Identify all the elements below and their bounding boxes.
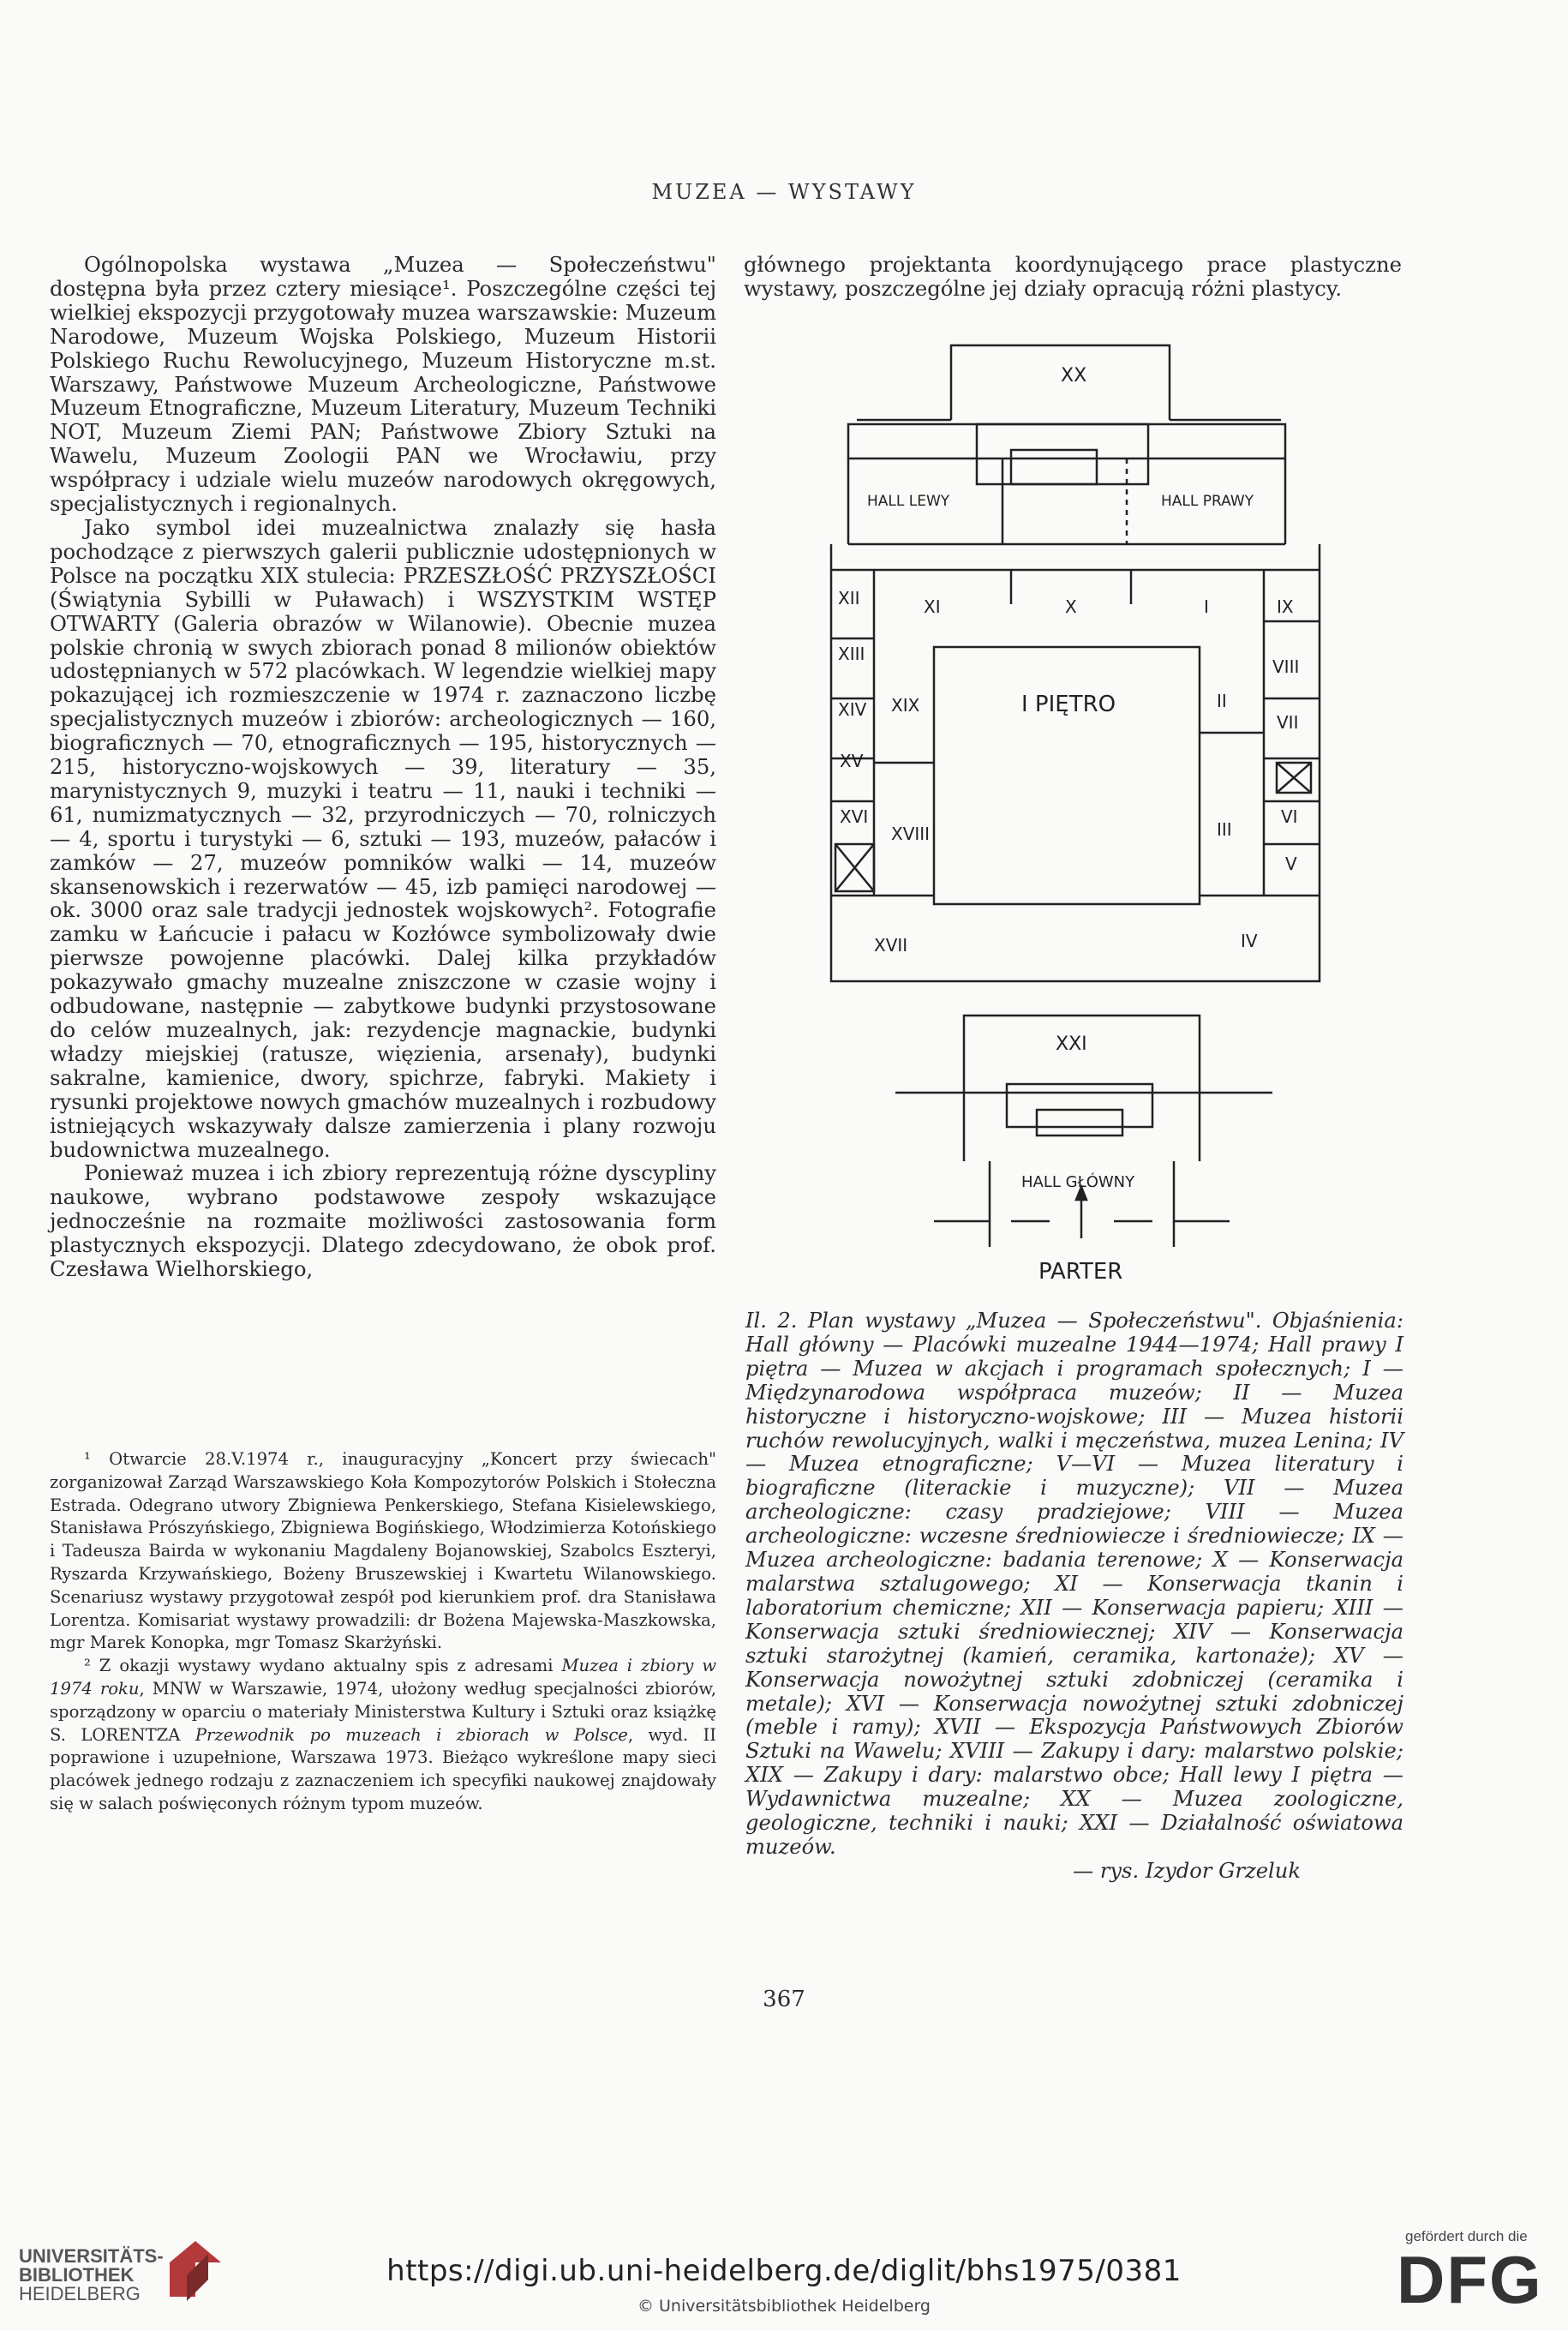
room-viii: VIII [1272,656,1300,677]
caption-credit: — rys. Izydor Grzeluk [1072,1858,1301,1883]
room-iv: IV [1241,931,1258,951]
footnote-2-part: , MNW w Warszawie, 1974, ułożony według specjalności zbiorów, sporządzony w oparciu o materiały Ministerstwa Kultury i Sztuki oraz książkę S. LORENTZA [50,1678,716,1745]
floor-plan-drawing [823,339,1337,1298]
room-vi: VI [1281,806,1298,827]
left-column [50,253,716,1281]
room-xxi: XXI [1056,1034,1087,1055]
hall-right-label: HALL PRAWY [1161,493,1254,510]
room-iii: III [1217,819,1232,840]
room-xviii: XVIII [891,824,931,844]
room-ix: IX [1277,596,1294,617]
footnote-1: ¹ Otwarcie 28.V.1974 r., inauguracyjny „Koncert przy świecach" zorganizował Zarząd Warszawskiego Koła Kompozytorów Polskich i Stołeczna Estrada. Odegrano utwory Zbigniewa Penkerskiego, Stefana Kisielewskiego, Stanisława Prószyńskiego, Zbigniewa Bogińskiego, Włodzimierza Kotońskiego i Tadeusza Bairda w wykonaniu Magdaleny Bojanowskiej, Szabolcs Eszteryi, Ryszarda Krzywańskiego, Bożeny Bruszewskiej i Kwartetu Wilanowskiego. Scenariusz wystawy przygotował zespół pod kierunkiem prof. dra Stanisława Lorentza. Komisariat wystawy prowadzili: dr Bożena Majewska-Maszkowska, mgr Marek Konopka, mgr Tomasz Skarżyński. [50,1449,716,1653]
hall-left-label: HALL LEWY [867,493,950,510]
dfg-logo: DFG [1397,2242,1543,2317]
footnote-2-part: , wyd. II poprawione i uzupełnione, Warszawa 1973. Bieżąco wykreślone mapy sieci placówek jednego rodzaju z zaznaczeniem ich specyfiki naukowej znajdowały się w salach poświęconych różnym typom muzeów. [50,1724,716,1813]
room-xvii: XVII [874,935,908,956]
running-header: MUZEA — WYSTAWY [651,180,917,204]
room-ii: II [1217,691,1227,711]
right-column [744,253,1402,301]
room-xv: XV [840,751,864,771]
floor-plan [823,339,1337,1298]
floor-title: I PIĘTRO [1021,692,1116,717]
room-xii: XII [838,588,860,608]
document-url-link[interactable]: https://digi.ub.uni-heidelberg.de/diglit/bhs1975/0381 [386,2254,1182,2288]
paragraph-1: Ogólnopolska wystawa „Muzea — Społeczeństwu" dostępna była przez cztery miesiące¹. Poszczególne części tej wielkiej ekspozycji przygotowały muzea warszawskie: Muzeum Narodowe, Muzeum Wojska Polskiego, Muzeum Historii Polskiego Ruchu Rewolucyjnego, Muzeum Historyczne m.st. Warszawy, Państwowe Muzeum Archeologiczne, Państwowe Muzeum Etnograficzne, Muzeum Literatury, Muzeum Techniki NOT, Muzeum Ziemi PAN; Państwowe Zbiory Sztuki na Wawelu, Muzeum Zoologii PAN we Wrocławiu, przy współpracy i udziale wielu muzeów narodowych okręgowych, specjalistycznych i regionalnych. [50,252,716,517]
room-xx: XX [1061,365,1087,387]
room-xi: XI [924,596,941,617]
room-x: X [1065,596,1077,617]
footnote-2 [50,1655,716,1816]
dfg-label: gefördert durch die [1405,2228,1528,2244]
page-number: 367 [763,1986,805,2012]
footnote-2-title: Muzea i zbiory w 1974 roku [50,1656,716,1699]
figure-caption [745,1309,1403,1884]
room-v: V [1285,854,1297,874]
room-xix: XIX [891,695,920,716]
hall-main-label: HALL GŁÓWNY [1021,1173,1135,1191]
caption-text: Il. 2. Plan wystawy „Muzea — Społeczeństwu". Objaśnienia: Hall główny — Placówki muzealne 1944—1974; Hall prawy I piętra — Muzea w akcjach i programach społecznych; I — Międzynarodowa współpraca muzeów; II — Muzea historyczne i historyczno-wojskowe; III — Muzea historii ruchów rewolucyjnych, walki i męczeństwa, muzea Lenina; IV — Muzea etnograficzne; V—VI — Muzea literatury i biograficzne (literackie i muzyczne); VII — Muzea archeologiczne: czasy pradziejowe; VIII — Muzea archeologiczne: wczesne średniowiecze i średniowiecze; IX — Muzea archeologiczne: badania terenowe; X — Konserwacja malarstwa sztalugowego; XI — Konserwacja tkanin i laboratorium chemiczne; XII — Konserwacja papieru; XIII — Konserwacja sztuki średniowiecznej; XIV — Konserwacja sztuki starożytnej (kamień, ceramika, kartonaże); XV — Konserwacja nowożytnej sztuki zdobniczej (ceramika i metale); XVI — Konserwacja nowożytnej sztuki zdobniczej (meble i ramy); XVII — Ekspozycja Państwowych Zbiorów Sztuki na Wawelu; XVIII — Zakupy i dary: malarstwo polskie; XIX — Zakupy i dary: malarstwo obce; Hall lewy I piętra — Wydawnictwa muzealne; XX — Muzea zoologiczne, geologiczne, techniki i nauki; XXI — Działalność oświatowa muzeów. [745,1309,1403,1859]
paragraph-3: Ponieważ muzea i ich zbiory reprezentują różne dyscypliny naukowe, wybrano podstawowe zespoły wskazujące jednocześnie na rozmaite możliwości zastosowania form plastycznych ekspozycji. Dlatego zdecydowano, że obok prof. Czesława Wielhorskiego, [50,1160,716,1282]
logo-line: UNIVERSITÄTS- [19,2245,164,2267]
room-xvi: XVI [840,806,869,827]
body-text [50,253,716,1281]
footnote-2-part: ² Z okazji wystawy wydano aktualny spis z adresami [84,1656,562,1676]
room-xiv: XIV [838,699,867,720]
room-i: I [1204,596,1209,617]
room-vii: VII [1277,712,1299,733]
footnotes [50,1448,716,1816]
logo-line: BIBLIOTHEK [19,2264,135,2286]
paragraph-2: Jako symbol idei muzealnictwa znalazły się hasła pochodzące z pierwszych galerii publicznie udostępnionych w Polsce na początku XIX stulecia: PRZESZŁOŚĆ PRZYSZŁOŚCI (Świątynia Sybilli w Puławach) i WSZYSTKIM WSTĘP OTWARTY (Galeria obrazów w Wilanowie). Obecnie muzea polskie chronią w swych zbiorach ponad 8 milionów obiektów udostępnianych w 572 placówkach. W legendzie wielkiej mapy pokazującej ich rozmieszczenie w 1974 r. zaznaczono liczbę specjalistycznych muzeów i zbiorów: archeologicznych — 160, biograficznych — 70, etnograficznych — 195, historycznych — 215, historyczno-wojskowych — 39, literatury — 35, marynistycznych 9, muzyki i teatru — 11, nauki i techniki — 61, numizmatycznych — 32, przyrodniczych — 70, rolniczych — 4, sportu i turystyki — 6, sztuki — 193, muzeów, pałaców i zamków — 27, muzeów pomników walki — 14, muzeów skansenowskich i rezerwatów — 45, izb pamięci narodowej — ok. 3000 oraz sale tradycji jednostek wojskowych². Fotografie zamku w Łańcucie i pałacu w Kozłówce symbolizowały dwie pierwsze powojenne placówki. Dalej kilka przykładów pokazywało gmachy muzealne zniszczone w czasie wojny i odbudowane, następnie — zabytkowe budynki przystosowane do celów muzealnych, jak: rezydencje magnackie, budynki władzy miejskiej (ratusze, więzienia, arsenały), budynki sakralne, kamienice, dwory, spichrze, fabryki. Makiety i rysunki projektowe nowych gmachów muzealnych i rozbudowy istniejących wskazywały dalsze zamierzenia i plany rozwoju budownictwa muzealnego. [50,514,716,1162]
footnote-2-title: Przewodnik po muzeach i zbiorach w Polsce [195,1724,628,1745]
ground-floor-title: PARTER [1038,1259,1123,1285]
right-column-text: głównego projektanta koordynującego prace plastyczne wystawy, poszczególne jej działy opracują różni plastycy. [744,252,1402,301]
logo-line: HEIDELBERG [19,2283,141,2304]
room-xiii: XIII [838,644,865,664]
copyright-text: © Universitätsbibliothek Heidelberg [637,2297,931,2316]
